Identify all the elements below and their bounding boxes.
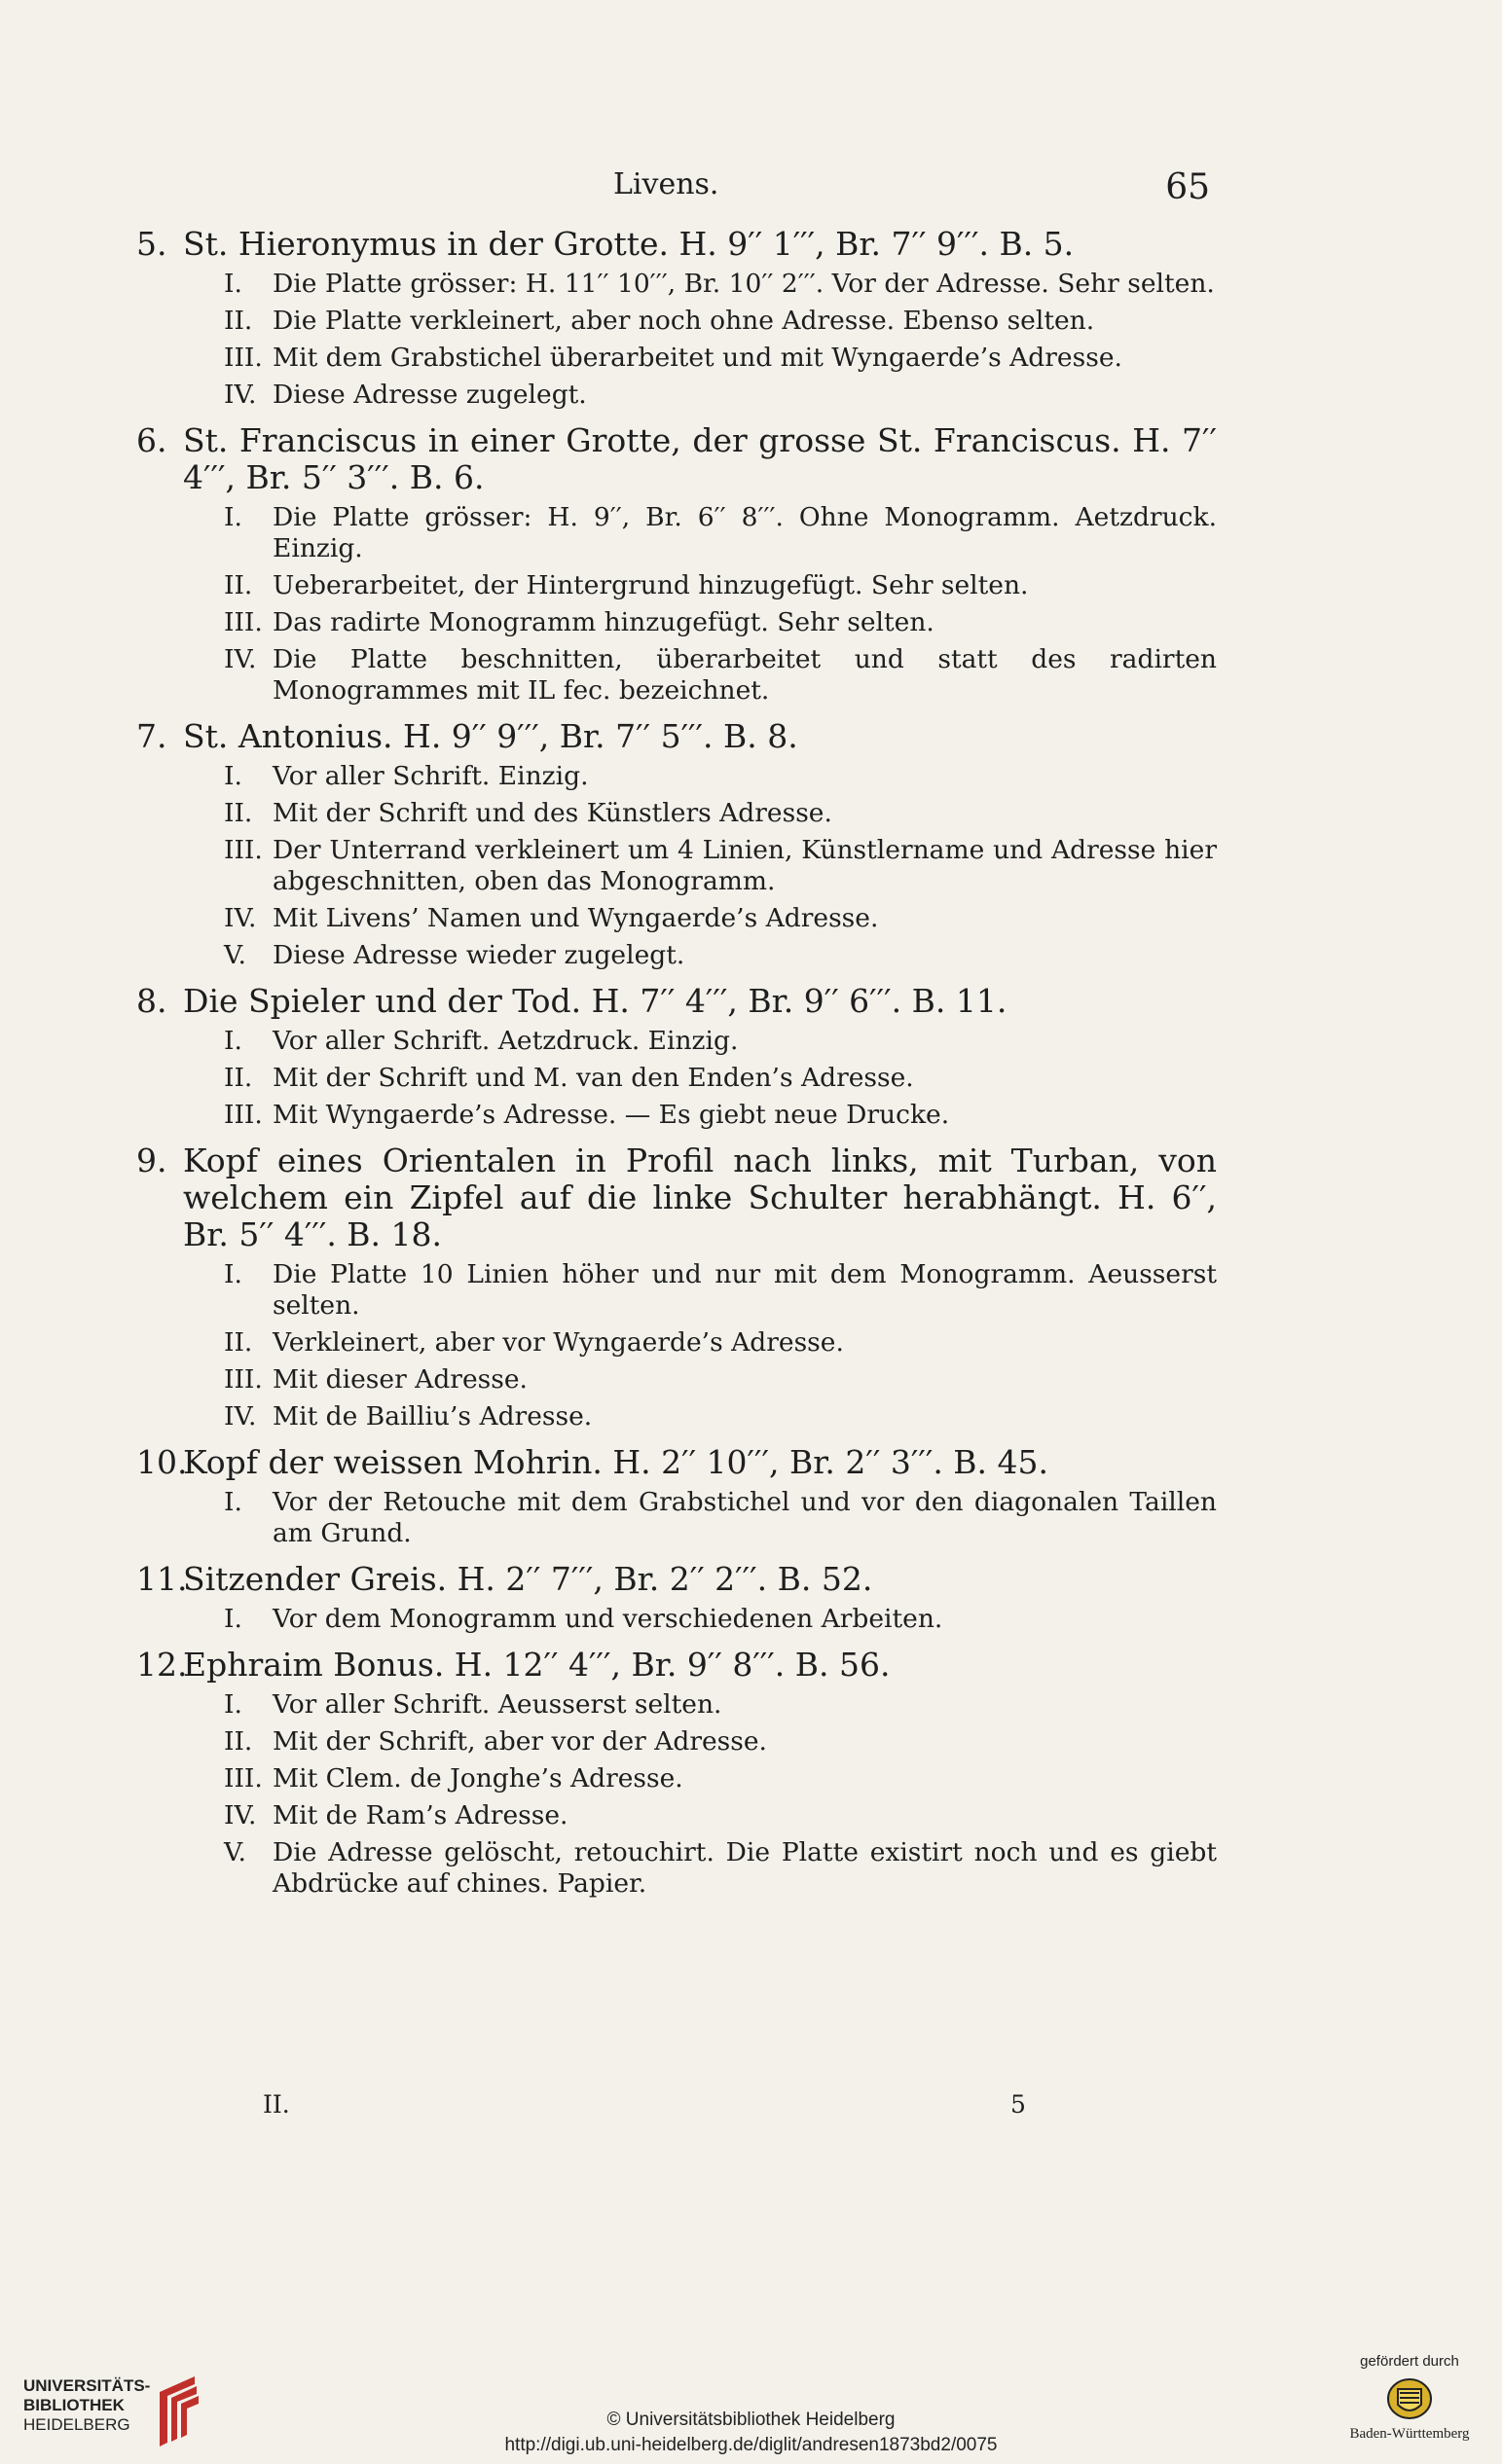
sponsor-block [1346, 2353, 1473, 2443]
entry-heading [136, 1142, 1217, 1253]
state-text: Die Platte 10 Linien höher und nur mit dem Monogramm. Aeusserst selten. [273, 1259, 1217, 1321]
library-line-2: BIBLIOTHEK [23, 2396, 125, 2414]
entry-number: 5. [136, 225, 167, 263]
library-line-1: UNIVERSITÄTS- [23, 2376, 151, 2395]
state-text: Das radirte Monogramm hinzugefügt. Sehr selten. [273, 607, 934, 637]
state-list [224, 502, 1217, 707]
state-numeral: II. [224, 1063, 253, 1093]
catalogue-entry [136, 422, 1217, 707]
catalogue-entry [136, 983, 1217, 1131]
catalogue-entry [136, 1561, 1217, 1635]
entry-heading [136, 1444, 1217, 1481]
state-text: Diese Adresse zugelegt. [273, 380, 587, 410]
state-numeral: III. [224, 1364, 263, 1395]
entry-title: Kopf der weissen Mohrin. H. 2′′ 10′′′, Br. 2′′ 3′′′. B. 45. [183, 1443, 1049, 1481]
state-numeral: I. [224, 1259, 242, 1289]
state-list [224, 1026, 1217, 1131]
entry-heading [136, 1561, 1217, 1598]
state-text: Ueberarbeitet, der Hintergrund hinzugefügt. Sehr selten. [273, 570, 1029, 600]
state-text: Mit dem Grabstichel überarbeitet und mit Wyngaerde’s Adresse. [273, 343, 1122, 373]
state-numeral: I. [224, 1026, 242, 1056]
state-text: Verkleinert, aber vor Wyngaerde’s Adresse. [273, 1327, 844, 1358]
state-text: Mit dieser Adresse. [273, 1364, 528, 1395]
entry-title: St. Hieronymus in der Grotte. H. 9′′ 1′′′, Br. 7′′ 9′′′. B. 5. [183, 225, 1075, 263]
catalogue-entry [136, 718, 1217, 971]
state-numeral: II. [224, 1327, 253, 1358]
state-item [224, 1100, 1217, 1131]
entry-heading [136, 718, 1217, 755]
state-text: Der Unterrand verkleinert um 4 Linien, Künstlername und Adresse hier abgeschnitten, oben das Monogramm. [273, 835, 1217, 896]
state-numeral: IV. [224, 1800, 257, 1830]
state-list [224, 1487, 1217, 1549]
state-item [224, 343, 1217, 374]
state-numeral: IV. [224, 903, 257, 933]
signature-mark: II. [263, 2090, 290, 2119]
state-item [224, 1837, 1217, 1900]
state-text: Die Platte grösser: H. 11′′ 10′′′, Br. 10′′ 2′′′. Vor der Adresse. Sehr selten. [273, 269, 1215, 299]
state-text: Vor aller Schrift. Aeusserst selten. [273, 1689, 722, 1720]
state-item [224, 1604, 1217, 1635]
state-numeral: III. [224, 1100, 263, 1130]
state-text: Mit Wyngaerde’s Adresse. — Es giebt neue Drucke. [273, 1100, 950, 1130]
entry-heading [136, 226, 1217, 263]
state-item [224, 1063, 1217, 1094]
signature-number: 5 [1010, 2090, 1026, 2119]
entry-title: Ephraim Bonus. H. 12′′ 4′′′, Br. 9′′ 8′′′. B. 56. [183, 1646, 891, 1684]
state-item [224, 1026, 1217, 1057]
state-text: Mit de Ram’s Adresse. [273, 1800, 568, 1830]
entry-heading [136, 422, 1217, 496]
state-numeral: I. [224, 269, 242, 299]
state-numeral: II. [224, 1726, 253, 1757]
state-numeral: V. [224, 940, 246, 970]
state-item [224, 835, 1217, 897]
state-text: Die Platte verkleinert, aber noch ohne Adresse. Ebenso selten. [273, 306, 1095, 336]
state-numeral: II. [224, 306, 253, 336]
state-item [224, 1364, 1217, 1395]
entry-heading [136, 1647, 1217, 1684]
entry-title: St. Franciscus in einer Grotte, der grosse St. Franciscus. H. 7′′ 4′′′, Br. 5′′ 3′′′. B. 6. [183, 421, 1217, 496]
state-text: Mit der Schrift und M. van den Enden’s Adresse. [273, 1063, 914, 1093]
state-numeral: I. [224, 1689, 242, 1720]
page-number: 65 [1165, 167, 1210, 207]
catalogue-entry [136, 226, 1217, 411]
entry-number: 7. [136, 717, 167, 755]
page-footer [0, 2336, 1502, 2464]
state-item [224, 570, 1217, 601]
entry-number: 9. [136, 1141, 167, 1179]
catalogue-entry [136, 1647, 1217, 1900]
state-text: Vor dem Monogramm und verschiedenen Arbeiten. [273, 1604, 943, 1634]
state-list [224, 269, 1217, 411]
state-list [224, 1259, 1217, 1432]
entry-number: 11. [136, 1560, 188, 1598]
state-item [224, 1259, 1217, 1322]
catalogue-entries [136, 226, 1217, 1911]
state-item [224, 306, 1217, 337]
state-item [224, 269, 1217, 300]
state-text: Vor aller Schrift. Aetzdruck. Einzig. [273, 1026, 739, 1056]
library-line-3: HEIDELBERG [23, 2415, 130, 2434]
copyright-text: © Universitätsbibliothek Heidelberg [606, 2410, 896, 2430]
state-item [224, 502, 1217, 564]
state-item [224, 1726, 1217, 1757]
state-text: Diese Adresse wieder zugelegt. [273, 940, 685, 970]
entry-number: 10. [136, 1443, 188, 1481]
state-numeral: IV. [224, 1401, 257, 1431]
state-text: Mit der Schrift und des Künstlers Adresse. [273, 798, 832, 828]
state-item [224, 380, 1217, 411]
state-item [224, 1487, 1217, 1549]
state-item [224, 1327, 1217, 1359]
state-text: Die Platte grösser: H. 9′′, Br. 6′′ 8′′′. Ohne Monogramm. Aetzdruck. Einzig. [273, 502, 1217, 563]
state-numeral: III. [224, 1763, 263, 1794]
running-title: Livens. [613, 167, 719, 201]
entry-title: Die Spieler und der Tod. H. 7′′ 4′′′, Br. 9′′ 6′′′. B. 11. [183, 982, 1007, 1020]
state-text: Vor aller Schrift. Einzig. [273, 761, 589, 791]
running-head [0, 167, 1502, 206]
state-text: Mit der Schrift, aber vor der Adresse. [273, 1726, 767, 1757]
state-item [224, 1689, 1217, 1721]
state-text: Vor der Retouche mit dem Grabstichel und vor den diagonalen Taillen am Grund. [273, 1487, 1217, 1548]
signature-row [0, 2090, 1502, 2125]
state-list [224, 761, 1217, 971]
state-item [224, 1401, 1217, 1432]
sponsor-label: gefördert durch [1360, 2353, 1459, 2370]
state-text: Die Platte beschnitten, überarbeitet und statt des radirten Monogrammes mit IL fec. bezeichnet. [273, 644, 1217, 706]
state-item [224, 1800, 1217, 1831]
state-numeral: II. [224, 798, 253, 828]
state-item [224, 607, 1217, 638]
catalogue-entry [136, 1142, 1217, 1432]
state-numeral: III. [224, 607, 263, 637]
state-numeral: I. [224, 1487, 242, 1517]
state-text: Mit de Bailliu’s Adresse. [273, 1401, 593, 1431]
state-numeral: IV. [224, 380, 257, 410]
state-list [224, 1604, 1217, 1635]
state-numeral: I. [224, 761, 242, 791]
state-numeral: V. [224, 1837, 246, 1867]
state-crest-icon [1380, 2375, 1439, 2422]
state-numeral: II. [224, 570, 253, 600]
entry-heading [136, 983, 1217, 1020]
entry-number: 12. [136, 1646, 188, 1684]
state-numeral: I. [224, 1604, 242, 1634]
state-item [224, 1763, 1217, 1794]
state-item [224, 798, 1217, 829]
state-text: Mit Clem. de Jonghe’s Adresse. [273, 1763, 683, 1794]
entry-number: 6. [136, 421, 167, 459]
entry-title: Sitzender Greis. H. 2′′ 7′′′, Br. 2′′ 2′′′. B. 52. [183, 1560, 873, 1598]
state-item [224, 940, 1217, 971]
catalogue-entry [136, 1444, 1217, 1549]
source-url[interactable]: http://digi.ub.uni-heidelberg.de/diglit/andresen1873bd2/0075 [504, 2435, 998, 2455]
entry-title: Kopf eines Orientalen in Profil nach links, mit Turban, von welchem ein Zipfel auf die linke Schulter herabhängt. H. 6′′, Br. 5′′ 4′′′. B. 18. [183, 1141, 1217, 1253]
state-list [224, 1689, 1217, 1900]
entry-title: St. Antonius. H. 9′′ 9′′′, Br. 7′′ 5′′′. B. 8. [183, 717, 798, 755]
state-numeral: III. [224, 343, 263, 373]
state-text: Die Adresse gelöscht, retouchirt. Die Platte existirt noch und es giebt Abdrücke auf chines. Papier. [273, 1837, 1217, 1899]
sponsor-name: Baden-Württemberg [1349, 2426, 1470, 2442]
state-item [224, 903, 1217, 934]
state-text: Mit Livens’ Namen und Wyngaerde’s Adresse. [273, 903, 879, 933]
state-numeral: IV. [224, 644, 257, 674]
state-numeral: I. [224, 502, 242, 532]
entry-number: 8. [136, 982, 167, 1020]
state-item [224, 644, 1217, 707]
state-item [224, 761, 1217, 792]
state-numeral: III. [224, 835, 263, 865]
